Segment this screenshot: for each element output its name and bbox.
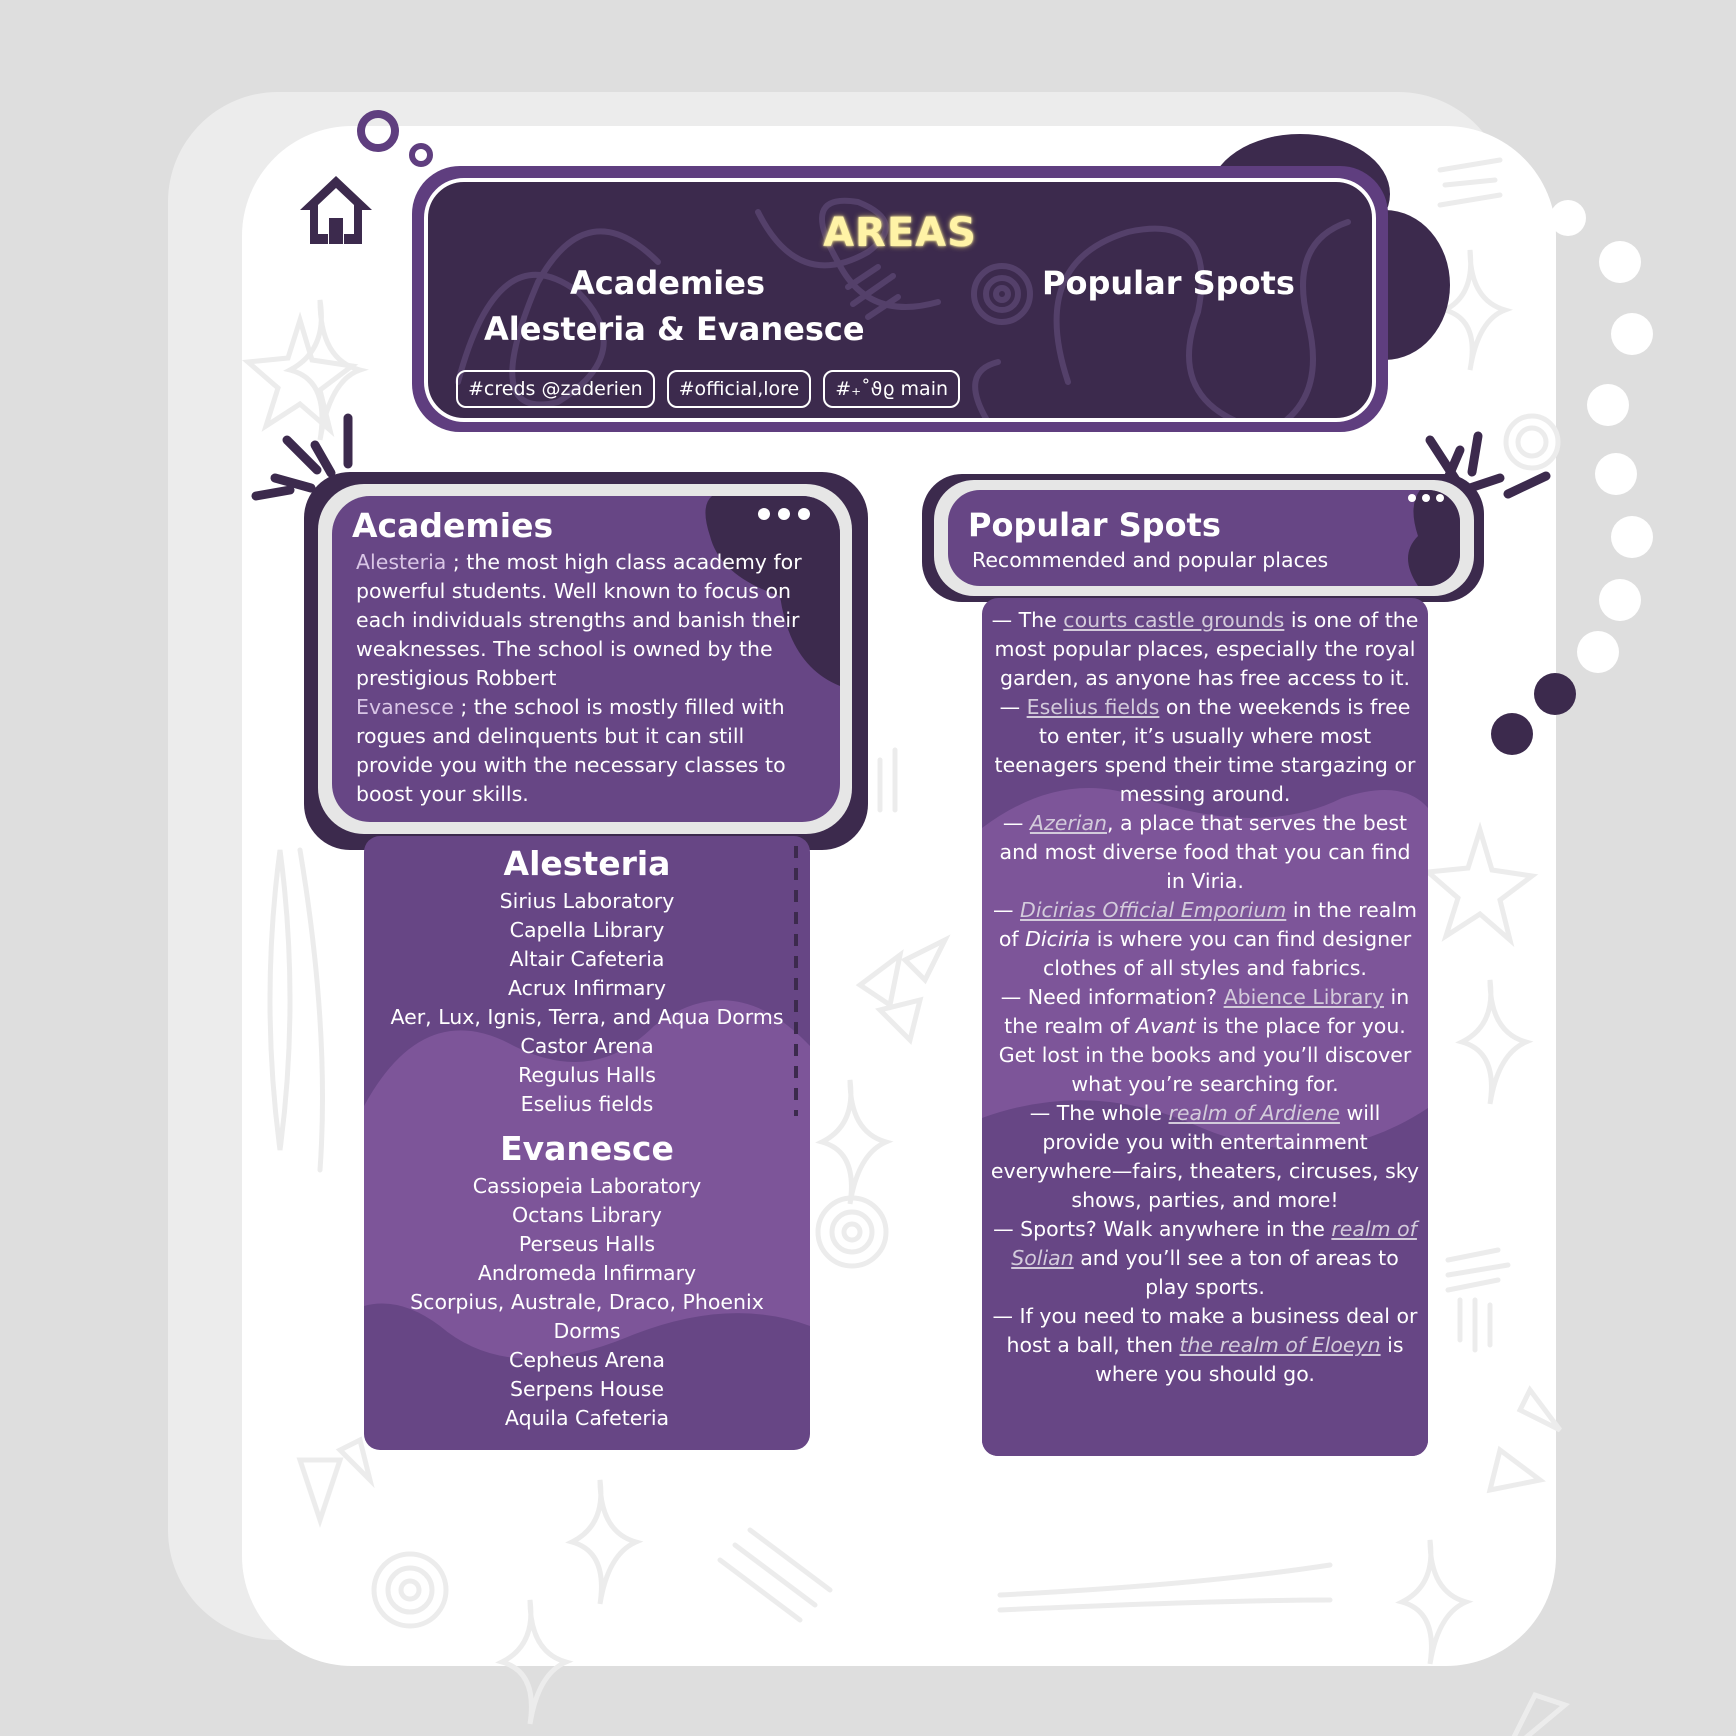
evanesce-heading: Evanesce	[500, 1129, 674, 1168]
list-item: Cepheus Arena	[509, 1348, 665, 1372]
tag-creds[interactable]: #creds @zaderien	[456, 370, 655, 408]
spot-item: — Need information? Abience Library in the realm of Avant is the place for you. Get lost in the books and you’ll discover what you’re searching for.	[998, 985, 1412, 1096]
list-item: Sirius Laboratory	[499, 889, 675, 913]
nav-academy-names-link[interactable]: Alesteria & Evanesce	[484, 310, 865, 348]
list-item: Aquila Cafeteria	[504, 1406, 670, 1430]
list-item: Eselius fields	[520, 1092, 654, 1116]
spot-link[interactable]: realm of Solian	[1011, 1217, 1417, 1270]
list-item: Scorpius, Australe, Draco, Phoenix Dorms	[410, 1290, 764, 1343]
popular-subtitle: Recommended and popular places	[972, 548, 1329, 572]
academies-title: Academies	[352, 506, 554, 545]
spot-item: — Dicirias Official Emporium in the realm of Diciria is where you can find designer clothes of all styles and fabrics.	[993, 898, 1417, 980]
spot-item: — If you need to make a business deal or host a ball, then the realm of Eloeyn is where you should go.	[992, 1304, 1418, 1386]
spot-link[interactable]: realm of Ardiene	[1168, 1101, 1340, 1125]
list-item: Acrux Infirmary	[507, 976, 667, 1000]
ellipsis-icon[interactable]	[758, 508, 810, 520]
list-item: Cassiopeia Laboratory	[472, 1174, 702, 1198]
evanesce-name: Evanesce	[356, 695, 454, 719]
spot-link[interactable]: Eselius fields	[1026, 695, 1160, 719]
spot-link[interactable]: the realm of Eloeyn	[1179, 1333, 1381, 1357]
spot-link[interactable]: Azerian	[1029, 811, 1107, 835]
list-item: Octans Library	[512, 1203, 662, 1227]
spot-item: — The courts castle grounds is one of the most popular places, especially the royal garden, as anyone has free access to it.	[991, 608, 1419, 690]
alesteria-name: Alesteria	[356, 550, 447, 574]
list-item: Andromeda Infirmary	[477, 1261, 697, 1285]
spot-link[interactable]: courts castle grounds	[1063, 608, 1285, 632]
evanesce-description: ; the school is mostly filled with rogues and delinquents but it can still provide you with the necessary classes to boost your skills.	[356, 695, 786, 806]
spot-item: — Sports? Walk anywhere in the realm of Solian and you’ll see a ton of areas to play sports.	[993, 1217, 1417, 1299]
academies-card	[332, 496, 840, 822]
alesteria-heading: Alesteria	[503, 844, 671, 883]
list-item: Serpens House	[509, 1377, 665, 1401]
header-panel	[424, 178, 1376, 422]
nav-popular-spots-link[interactable]: Popular Spots	[1042, 264, 1295, 302]
tag-official-lore[interactable]: #official,lore	[667, 370, 812, 408]
tag-row	[456, 370, 960, 408]
home-icon[interactable]	[296, 172, 376, 248]
list-item: Capella Library	[509, 918, 665, 942]
academy-lists-panel	[364, 836, 810, 1450]
tag-main[interactable]: #₊˚ϑϱ main	[823, 370, 960, 408]
popular-spots-list	[990, 606, 1420, 1389]
list-item: Aer, Lux, Ignis, Terra, and Aqua Dorms	[390, 1005, 784, 1029]
academies-description	[356, 548, 826, 809]
spot-item: — The whole realm of Ardiene will provide you with entertainment everywhere—fairs, theaters, circuses, sky shows, parties, and more!	[990, 1101, 1420, 1212]
spot-link[interactable]: Dicirias Official Emporium	[1020, 898, 1287, 922]
popular-card	[948, 490, 1460, 586]
ellipsis-icon[interactable]	[1408, 494, 1444, 502]
spot-item: — Azerian, a place that serves the best and most diverse food that you can find in Viria.	[999, 811, 1411, 893]
list-item: Altair Cafeteria	[509, 947, 665, 971]
popular-title: Popular Spots	[968, 506, 1221, 544]
spot-item: — Eselius fields on the weekends is free to enter, it’s usually where most teenagers spend their time stargazing or messing around.	[994, 695, 1416, 806]
nav-academies-link[interactable]: Academies	[570, 264, 765, 302]
list-item: Regulus Halls	[518, 1063, 656, 1087]
alesteria-description: ; the most high class academy for powerful students. Well known to focus on each individuals strengths and banish their weaknesses. The school is owned by the prestigious Robbert	[356, 550, 802, 690]
spot-link[interactable]: Abience Library	[1223, 985, 1385, 1009]
list-item: Perseus Halls	[518, 1232, 656, 1256]
page-title: AREAS	[823, 210, 977, 256]
list-item: Castor Arena	[520, 1034, 654, 1058]
